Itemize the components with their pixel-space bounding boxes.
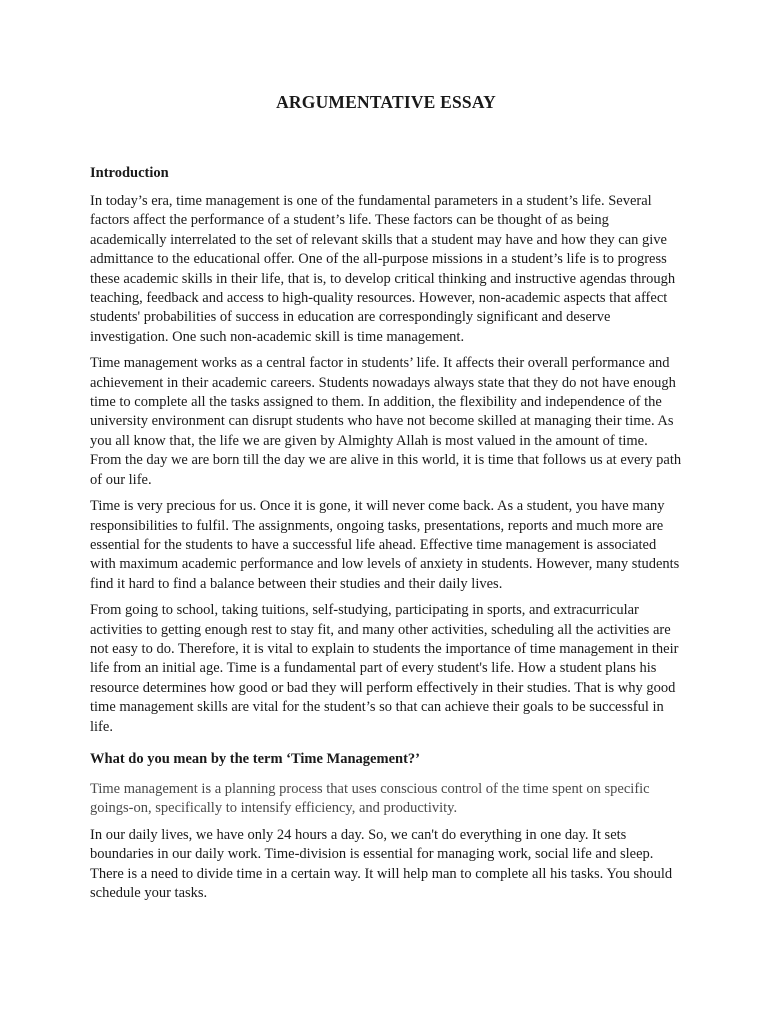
- intro-paragraph-2: Time management works as a central factor in students’ life. It affects their overall performance and achievement in their academic careers. Students nowadays always state that they do not have enough time to complete all the tasks assigned to them. In addition, the flexibility and independence of the university environment can disrupt students who have not become skilled at managing their time. As you all know that, the life we are given by Almighty Allah is most valued in the amount of time. From the day we are born till the day we are alive in this world, it is time that follows us at every path of our life.: [90, 355, 682, 488]
- definition-paragraph-2: In our daily lives, we have only 24 hours a day. So, we can't do everything in one day. It sets boundaries in our daily work. Time-division is essential for managing work, social life and sleep. There is a need to divide time in a certain way. It will help man to complete all his tasks. You should schedule your tasks.: [90, 826, 673, 901]
- intro-paragraph-3: Time is very precious for us. Once it is gone, it will never come back. As a student, you have many responsibilities to fulfil. The assignments, ongoing tasks, presentations, reports and much more are essential for the students to have a successful life ahead. Effective time management is associated with maximum academic performance and low levels of anxiety in students. However, many students find it hard to find a balance between their studies and their daily lives.: [90, 498, 680, 592]
- document-title: ARGUMENTATIVE ESSAY: [276, 92, 496, 112]
- definition-paragraph-1: Time management is a planning process that uses conscious control of the time spent on specific goings-on, specifically to intensify efficiency, and productivity.: [90, 780, 650, 817]
- intro-paragraph-1: In today’s era, time management is one of the fundamental parameters in a student’s life. Several factors affect the performance of a student’s life. These factors can be thought of as being academically interrelated to the set of relevant skills that a student may have and how they can give admittance to the educational offer. One of the all-purpose missions in a student’s life is to progress these academic skills in their life, that is, to develop critical thinking and instructive agendas through teaching, feedback and access to high-quality resources. However, non-academic aspects that affect students' probabilities of success in education are correspondingly significant and deserve investigation. One such non-academic skill is time management.: [90, 193, 676, 345]
- section-heading-definition: What do you mean by the term ‘Time Management?’: [90, 750, 420, 767]
- intro-paragraph-4: From going to school, taking tuitions, self-studying, participating in sports, and extracurricular activities to getting enough rest to stay fit, and many other activities, scheduling all the activities are not easy to do. Therefore, it is vital to explain to students the importance of time management in their life from an initial age. Time is a fundamental part of every student's life. How a student plans his resource determines how good or bad they will perform effectively in their studies. That is why good time management skills are vital for the student’s so that can achieve their goals to be successful in life.: [90, 602, 679, 735]
- section-heading-introduction: Introduction: [90, 165, 169, 181]
